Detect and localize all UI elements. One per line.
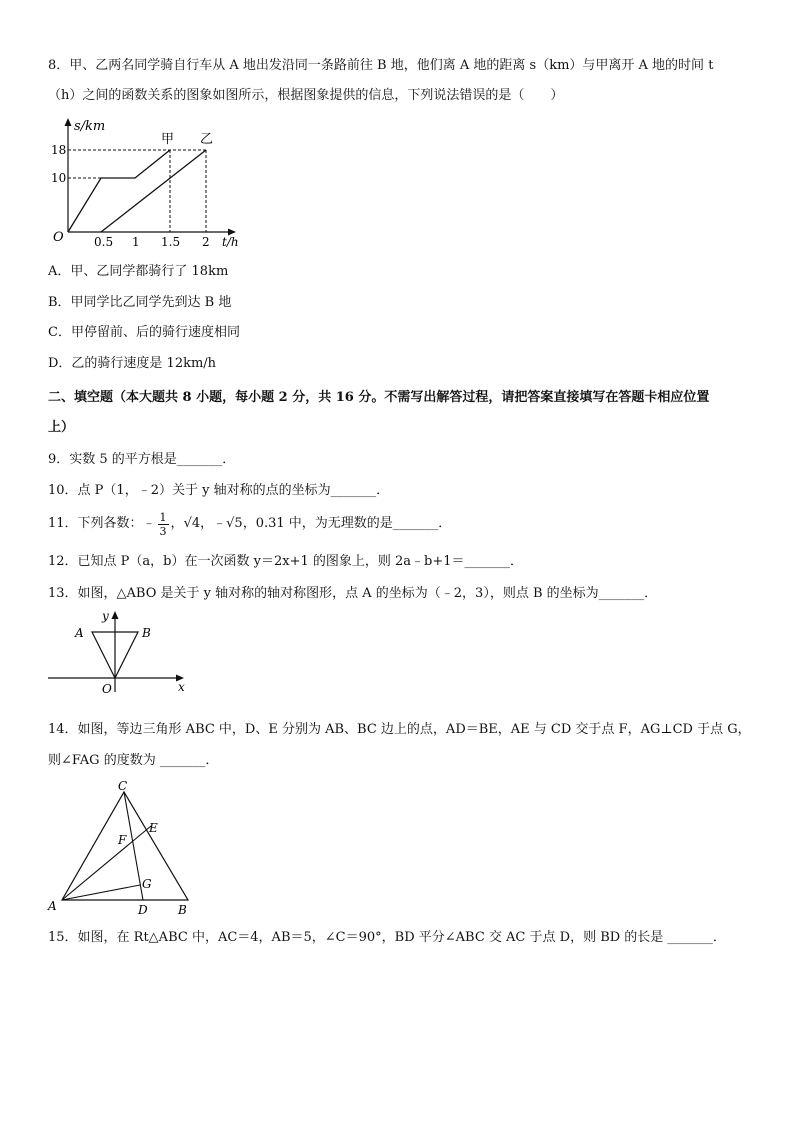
- section2-heading-line1: 二、填空题（本大题共 8 小题，每小题 2 分，共 16 分。不需写出解答过程，请把答案直接填写在答题卡相应位置: [48, 390, 710, 405]
- series-yi-label: 乙: [200, 132, 214, 147]
- y-tick-18: 18: [51, 143, 67, 157]
- q14-label-c: C: [118, 779, 128, 793]
- q14-label-g: G: [142, 877, 152, 891]
- q11-rest: ，0.31 中，为无理数的是_______．: [242, 516, 452, 531]
- q13-label-b: B: [142, 626, 151, 640]
- q9-stem: 9．实数 5 的平方根是_______．: [48, 452, 236, 467]
- q13-label-o: O: [102, 682, 112, 696]
- q11-sqrt4: √4: [183, 516, 201, 531]
- q13-stem: 13．如图，△ABO 是关于 y 轴对称的轴对称图形，点 A 的坐标为（﹣2，3），则点 B 的坐标为_______．: [48, 586, 658, 601]
- q11-fraction-numerator: 1: [159, 510, 167, 524]
- q12-stem: 12．已知点 P（a，b）在一次函数 y＝2x+1 的图象上，则 2a﹣b+1＝_______．: [48, 554, 524, 569]
- q13-figure: [46, 606, 196, 696]
- q11-stem: 11．下列各数：﹣ $\frac{1}{3}$ ， √4 ， ﹣√5 ，0.31 中，为无理数的是_______．: [48, 510, 452, 538]
- y-tick-10: 10: [51, 171, 67, 185]
- q11-fraction: [158, 511, 169, 538]
- q11-fraction-denominator: 3: [159, 524, 167, 538]
- q11-prefix: 11．下列各数：﹣: [48, 516, 156, 531]
- q13-label-x: x: [178, 680, 185, 694]
- y-axis-label: s/km: [74, 119, 106, 134]
- q14-stem-line1: 14．如图，等边三角形 ABC 中，D、E 分别为 AB、BC 边上的点，AD＝BE，AE 与 CD 交于点 F，AG⊥CD 于点 G，: [48, 722, 751, 737]
- q15-stem: 15．如图，在 Rt△ABC 中，AC＝4，AB＝5，∠C＝90°，BD 平分∠ABC 交 AC 于点 D，则 BD 的长是 _______．: [48, 930, 726, 945]
- q14-label-e: E: [149, 821, 158, 835]
- q14-label-f: F: [118, 833, 127, 847]
- q8-option-b: B．甲同学比乙同学先到达 B 地: [48, 295, 232, 310]
- q14-label-d: D: [138, 903, 148, 917]
- q14-label-b: B: [178, 903, 187, 917]
- x-tick-0.5: 0.5: [94, 235, 114, 249]
- y-axis-arrow: [65, 118, 72, 126]
- q8-option-c: C．甲停留前、后的骑行速度相同: [48, 325, 240, 340]
- series-yi-line: [101, 150, 206, 232]
- series-jia-line: [68, 150, 170, 232]
- q13-y-axis-arrow: [112, 611, 119, 619]
- origin-label: O: [53, 230, 64, 245]
- q14-figure: [44, 778, 204, 918]
- x-tick-1: 1: [132, 235, 140, 249]
- q10-stem: 10．点 P（1，﹣2）关于 y 轴对称的点的坐标为_______．: [48, 483, 390, 498]
- q8-distance-time-graph: [48, 112, 248, 252]
- q13-label-a: A: [75, 626, 84, 640]
- series-jia-label: 甲: [161, 132, 175, 147]
- q14-label-a: A: [48, 899, 57, 913]
- q14-stem-line2: 则∠FAG 的度数为 _______．: [48, 753, 219, 768]
- q13-label-y: y: [102, 609, 109, 623]
- q8-option-d: D．乙的骑行速度是 12km/h: [48, 356, 217, 371]
- section2-heading-line2: 上）: [48, 420, 75, 435]
- q14-segment-ae: [62, 826, 151, 900]
- q8-stem-line2: （h）之间的函数关系的图象如图所示，根据图象提供的信息，下列说法错误的是（ ）: [48, 88, 564, 103]
- q8-stem-line1: 8．甲、乙两名同学骑自行车从 A 地出发沿同一条路前往 B 地，他们离 A 地的距离 s（km）与甲离开 A 地的时间 t: [48, 58, 714, 73]
- x-axis-label: t/h: [222, 235, 239, 249]
- q8-option-a: A．甲、乙同学都骑行了 18km: [48, 264, 229, 279]
- q11-neg-sqrt5: ﹣√5: [213, 516, 243, 531]
- q14-segment-ag: [62, 885, 140, 900]
- x-tick-2: 2: [202, 235, 210, 249]
- x-tick-1.5: 1.5: [161, 235, 181, 249]
